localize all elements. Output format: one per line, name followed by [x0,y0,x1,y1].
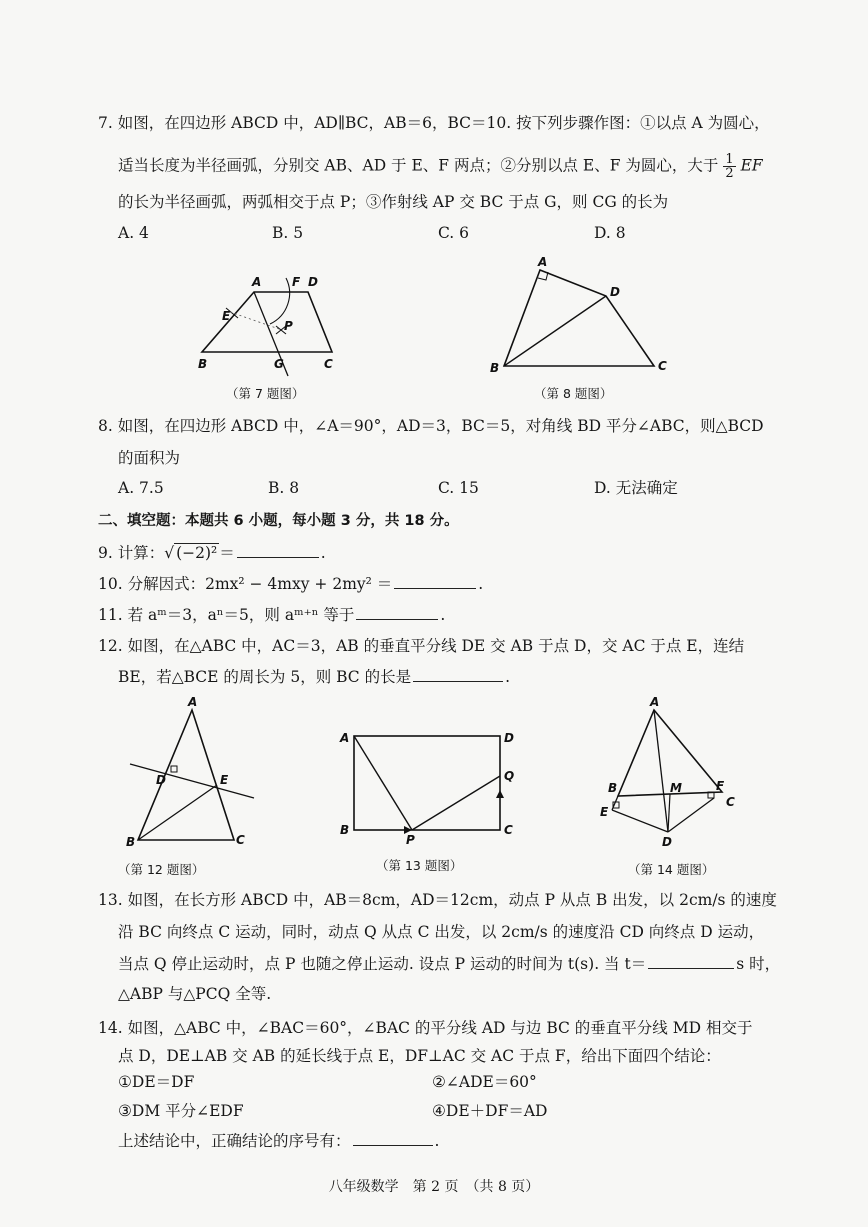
q7-line2 [118,153,763,180]
fig13-label-a: A [340,731,350,745]
fig7-label-d: D [308,275,318,289]
q8-option-c: C. 15 [438,479,479,497]
q9-answer-blank[interactable] [237,543,319,558]
q7-line2-post: EF [740,156,763,175]
fig13-segment-pq [412,776,500,830]
q13-line3 [118,954,780,974]
q8-option-b: B. 8 [268,479,300,497]
figure-14 [596,694,746,854]
q9-line: 9. 计算：√ (−2)² ＝ . [98,544,326,562]
fig13-label-d: D [504,731,514,745]
fig7-label-e: E [222,309,231,323]
figure-8 [484,252,680,376]
figure-12 [124,694,258,854]
q13-answer-blank[interactable] [648,954,734,969]
q13-line2: 沿 BC 向终点 C 运动，同时，动点 Q 从点 C 出发，以 2cm/s 的速度沿 CD 向终点 D 运动， [118,923,765,941]
fig14-label-m: M [670,781,682,795]
q7-line2-pre: 适当长度为半径画弧，分别交 AB、AD 于 E、F 两点；②分别以点 E、F 为圆心，大于 [118,156,719,175]
sqrt-symbol: √ [164,544,175,562]
q14-conclusion-1: ①DE＝DF [118,1073,195,1091]
fig7-caption: （第 7 题图） [226,386,305,401]
q13-line3-pre: 当点 Q 停止运动时，点 P 也随之停止运动. 设点 P 运动的时间为 t(s). 当 t＝ [118,955,647,973]
fig7-label-g: G [274,357,284,371]
fig8-label-c: C [658,359,667,373]
fig13-label-c: C [504,823,513,837]
q14-answer-blank[interactable] [353,1131,433,1146]
q14-line1: 14. 如图，△ABC 中，∠BAC＝60°，∠BAC 的平分线 AD 与边 BC 的垂直平分线 MD 相交于 [98,1019,753,1037]
fig12-label-a: A [188,695,198,709]
q13-line4: △ABP 与△PCQ 全等. [118,985,272,1003]
q11-line: 11. 若 aᵐ＝3，aⁿ＝5，则 aᵐ⁺ⁿ 等于 . [98,606,446,624]
frac-denominator: 2 [725,166,734,181]
q14-conclusion-4: ④DE＋DF＝AD [432,1102,548,1120]
page-footer: 八年级数学 第 2 页 （共 8 页） [328,1179,540,1195]
q7-option-d: D. 8 [594,224,626,242]
q9-pre: 9. 计算： [98,544,165,562]
q11-text: 11. 若 aᵐ＝3，aⁿ＝5，则 aᵐ⁺ⁿ 等于 [98,606,355,624]
fig12-label-d: D [156,773,166,787]
fig8-caption: （第 8 题图） [534,386,613,401]
q7-line1: 7. 如图，在四边形 ABCD 中，AD∥BC，AB＝6，BC＝10. 按下列步骤作图：①以点 A 为圆心， [98,114,770,132]
fig8-label-b: B [490,361,500,375]
q7-option-a: A. 4 [118,224,149,242]
q7-line3: 的长为半径画弧，两弧相交于点 P；③作射线 AP 交 BC 于点 G，则 CG 的长为 [118,193,669,211]
fig13-label-b: B [340,823,350,837]
fig14-label-f: F [716,779,725,793]
fig13-caption: （第 13 题图） [376,858,463,873]
q8-line2: 的面积为 [118,449,181,467]
fig13-rectangle [354,736,500,830]
q14-last-line: 上述结论中，正确结论的序号有： . [118,1132,440,1150]
fig7-label-a: A [252,275,262,289]
fig8-quadrilateral [504,270,654,366]
q14-line2: 点 D，DE⊥AB 交 AB 的延长线于点 E，DF⊥AC 交 AC 于点 F，给出下面四个结论： [118,1047,721,1065]
section-2-heading: 二、填空题：本题共 6 小题，每小题 3 分，共 18 分。 [98,513,459,529]
q13-line1: 13. 如图，在长方形 ABCD 中，AB＝8cm，AD＝12cm，动点 P 从点 B 出发，以 2cm/s 的速度 [98,891,777,909]
q7-option-c: C. 6 [438,224,470,242]
q14-conclusion-2: ②∠ADE＝60° [432,1073,537,1091]
fig14-label-d: D [662,835,672,849]
fig14-label-a: A [650,695,660,709]
q13-line3-post: s 时， [736,955,781,973]
frac-numerator: 1 [725,152,734,167]
fig12-label-e: E [220,773,229,787]
fig7-label-f: F [292,275,301,289]
fig14-caption: （第 14 题图） [628,862,715,877]
figure-13 [334,722,526,846]
fig14-segment-de [612,810,668,832]
fig14-label-e: E [600,805,609,819]
fig14-label-b: B [608,781,618,795]
fig7-label-p: P [284,319,293,333]
q10-text: 10. 分解因式：2mx² − 4mxy + 2my² ＝ [98,575,393,593]
fig12-label-b: B [126,835,136,849]
fig14-label-c: C [726,795,735,809]
q12-line2: BE，若△BCE 的周长为 5，则 BC 的长是 . [118,668,511,686]
fig8-label-d: D [610,285,620,299]
fig7-dashed [230,312,282,330]
fig12-perp-bisector [130,764,254,798]
q8-line1: 8. 如图，在四边形 ABCD 中，∠A＝90°，AD＝3，BC＝5，对角线 BD 平分∠ABC，则△BCD [98,417,764,435]
fig7-label-b: B [198,357,208,371]
fig13-arrow-q [496,790,504,798]
q12-line1: 12. 如图，在△ABC 中，AC＝3，AB 的垂直平分线 DE 交 AB 于点 D，交 AC 于点 E，连结 [98,637,745,655]
q11-answer-blank[interactable] [356,605,438,620]
fig14-bisector-ad [654,710,668,832]
q12-line2-text: BE，若△BCE 的周长为 5，则 BC 的长是 [118,668,412,686]
q9-post: ＝ [219,544,235,562]
q7-option-b: B. 5 [272,224,304,242]
fraction-half [723,153,735,180]
fig12-caption: （第 12 题图） [118,862,205,877]
fig12-label-c: C [236,833,245,847]
fig14-segment-df [668,798,714,832]
fig13-label-p: P [406,833,415,846]
fig13-segment-ap [354,736,412,830]
q8-option-a: A. 7.5 [118,479,164,497]
q10-answer-blank[interactable] [394,574,476,589]
fig7-arc [270,278,290,324]
q9-radicand: (−2)² [176,544,218,562]
q8-option-d: D. 无法确定 [594,479,678,497]
q14-last-text: 上述结论中，正确结论的序号有： [118,1132,351,1150]
fig8-label-a: A [538,255,548,269]
figure-7 [190,268,350,380]
fig12-right-angle [171,766,177,772]
fig14-segment-md [668,794,670,832]
q10-line: 10. 分解因式：2mx² − 4mxy + 2my² ＝ . [98,575,484,593]
q14-conclusion-3: ③DM 平分∠EDF [118,1102,244,1120]
fig13-label-q: Q [504,769,515,783]
fig8-diagonal-bd [504,296,606,366]
q12-answer-blank[interactable] [413,667,503,682]
fig7-label-c: C [324,357,333,371]
